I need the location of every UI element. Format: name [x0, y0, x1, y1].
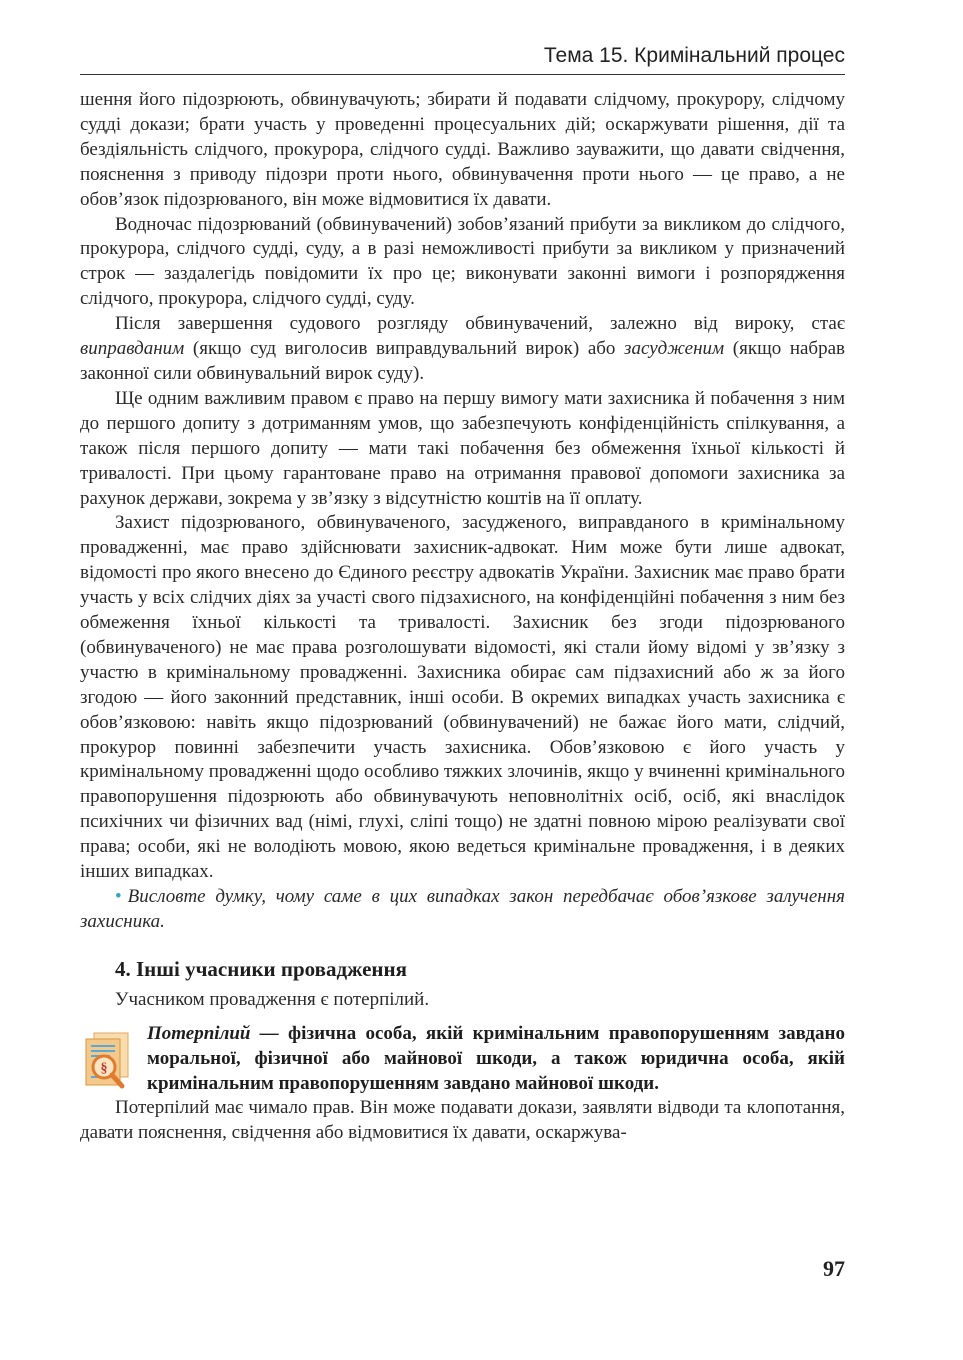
paragraph-3-part-c: (якщо набрав законної сили обвинувальний вирок суду).	[80, 338, 845, 384]
paragraph-2: Водночас підозрюваний (обвинувачений) зобов’язаний прибути за викликом до слідчого, прокурора, слідчого судді, суду, а в разі неможливості прибути за викликом у призначений строк — заздалегідь повідомити їх про це; виконувати законні вимоги і розпорядження слідчого, прокурора, слідчого судді, суду.	[80, 213, 845, 310]
paragraph-3-part-b: (якщо суд виголосив виправдувальний вирок) або	[184, 338, 625, 360]
page-number: 97	[823, 1256, 845, 1281]
paragraph-after-definition: Потерпілий має чимало прав. Він може подавати докази, заявляти відводи та клопотання, давати пояснення, свідчення або відмовитися їх давати, оскаржува-	[80, 1096, 845, 1143]
paragraph-4: Ще одним важливим правом є право на першу вимогу мати захисника й побачення з ним до першого допиту з дотриманням умов, що забезпечують конфіденційність спілкування, а також після першого допиту — мати такі побачення без обмеження їхньої кількості й тривалості. При цьому гарантоване право на отримання правової допомоги захисника за рахунок держави, зокрема у зв’язку з відсутністю коштів на її оплату.	[80, 387, 845, 509]
main-text	[80, 88, 845, 1145]
section-intro: Учасником провадження є потерпілий.	[115, 988, 430, 1010]
paragraph-1: шення його підозрюють, обвинувачують; збирати й подавати слідчому, прокурору, слідчому судді докази; брати участь у проведенні процесуальних дій; оскаржувати рішення, дії та бездіяльність слідчого, прокурора, слідчого судді. Важливо зауважити, що давати свідчення, пояснення з приводу підозри проти нього, обвинувачення проти нього — це право, а не обов’язок підозрюваного, він може відмовитися їх давати.	[80, 89, 845, 210]
question-text: Висловте думку, чому саме в цих випадках закон передбачає обов’язкове залучення захисника.	[80, 886, 845, 932]
paragraph-symbol: §	[100, 1060, 108, 1076]
law-document-magnifier-icon	[80, 1031, 134, 1093]
section-heading: 4. Інші учасники провадження	[115, 956, 407, 981]
header-rule	[80, 74, 845, 75]
discussion-question	[80, 885, 845, 935]
running-title: Тема 15. Кримінальний процес	[543, 44, 845, 67]
definition-block	[80, 1021, 845, 1096]
paragraph-3-part-a: Після завершення судового розгляду обвинувачений, залежно від вироку, стає	[115, 313, 845, 335]
paragraph-3	[80, 312, 845, 387]
paragraph-5: Захист підозрюваного, обвинуваченого, засудженого, виправданого в кримінальному провадженні, має право здійснювати захисник-адвокат. Ним може бути лише адвокат, відомості про якого внесено до Єдиного реєстру адвокатів України. Захисник має право брати участь у всіх слідчих діях за участі свого підзахисного, на конфіденційні побачення з ним без обмеження їхньої кількості та тривалості. Захисник без згоди підозрюваного (обвинуваченого) не має права розголошувати відомості, які стали йому відомі у зв’язку з участю в кримінальному провадженні. Захисника обирає сам підзахисний або ж за його згодою — його законний представник, інші особи. В окремих випадках участь захисника є обов’язковою: навіть якщо підозрюваний (обвинувачений) не бажає його мати, слідчий, прокурор повинні забезпечити участь захисника. Обов’язковою є його участь у кримінальному провадженні щодо особливо тяжких злочинів, якщо у вчиненні кримінального правопорушення підозрюють або обвинувачують неповнолітніх осіб, осіб, які внаслідок психічних чи фізичних вад (німі, глухі, сліпі тощо) не здатні повною мірою реалізувати свої права; особи, які не володіють мовою, якою ведеться кримінальне провадження, і в деяких інших випадках.	[80, 512, 845, 883]
term-convicted: засудженим	[624, 338, 725, 360]
definition-text	[147, 1021, 845, 1096]
definition-term: Потерпілий —	[147, 1022, 279, 1044]
term-acquitted: виправданим	[80, 338, 185, 360]
definition-body: фізична особа, якій кримінальним правопорушенням завдано моральної, фізичної або майнової шкоди, а також юридична особа, якій кримінальним правопорушенням завдано майнової шкоди.	[147, 1022, 845, 1094]
question-bullet: •	[115, 886, 122, 907]
